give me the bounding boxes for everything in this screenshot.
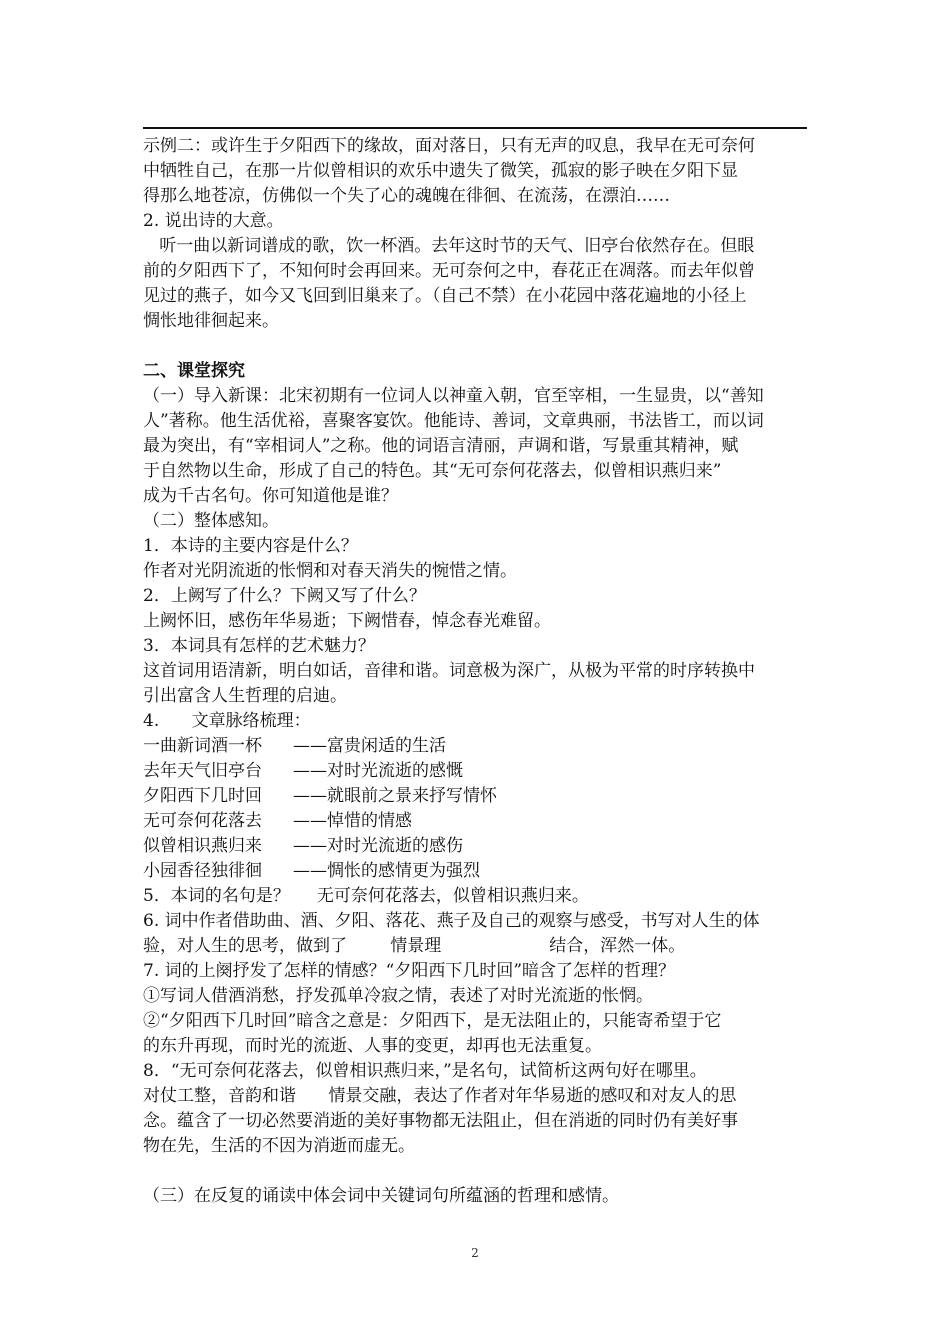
- intro-line: （一）导入新课：北宋初期有一位词人以神童入朝，官至宰相，一生显贵，以“善知: [143, 386, 764, 406]
- qa-line: 2．上阙写了什么？下阙又写了什么？: [143, 586, 426, 606]
- qa-line: 引出富含人生哲理的启迪。: [143, 686, 347, 706]
- q2-answer-line: 前的夕阳西下了，不知何时会再回来。无可奈何之中，春花正在凋落。而去年似曾: [143, 261, 755, 281]
- spacer: [143, 334, 807, 359]
- structure-line: 无可奈何花落去: [143, 811, 262, 831]
- intro-line: 于自然物以生命，形成了自己的特色。其“无可奈何花落去，似曾相识燕归来”: [143, 461, 722, 481]
- qa-line: 3．本词具有怎样的艺术魅力？: [143, 636, 375, 656]
- example2-line: 得那么地苍凉，仿佛似一个失了心的魂魄在徘徊、在流荡，在漂泊……: [143, 186, 670, 206]
- intro-line: 最为突出，有“宰相词人”之称。他的词语言清丽，声调和谐，写景重其精神，赋: [143, 436, 739, 456]
- question-2-title: 2. 说出诗的大意。: [143, 211, 284, 231]
- structure-row: [143, 859, 807, 884]
- example2-line: 中牺牲自己，在那一片似曾相识的欢乐中遗失了微笑，孤寂的影子映在夕阳下显: [143, 161, 738, 181]
- more-line: 5．本词的名句是？ 无可奈何花落去，似曾相识燕归来。: [143, 886, 589, 906]
- structure-row: [143, 809, 807, 834]
- example2-line: 示例二：或许生于夕阳西下的缘故，面对落日，只有无声的叹息，我早在无可奈何: [143, 136, 755, 156]
- q2-answer-line: 听一曲以新词谱成的歌，饮一杯酒。去年这时节的天气、旧亭台依然存在。但眼: [143, 236, 755, 256]
- structure-row: [143, 734, 807, 759]
- structure-row: [143, 759, 807, 784]
- intro-line: 成为千古名句。你可知道他是谁？: [143, 486, 398, 506]
- header-rule: [143, 127, 807, 129]
- qa-line: 1．本诗的主要内容是什么？: [143, 536, 358, 556]
- structure-meaning: ——悼惜的情感: [293, 811, 412, 831]
- structure-line: 一曲新词酒一杯: [143, 736, 262, 756]
- section-heading: 二、课堂探究: [143, 361, 245, 381]
- q2-answer-line: 见过的燕子，如今又飞回到旧巢来了。（自己不禁）在小花园中落花遍地的小径上: [143, 286, 747, 306]
- structure-meaning: ——惆怅的感情更为强烈: [293, 861, 480, 881]
- more-line: 8．“无可奈何花落去，似曾相识燕归来，”是名句，试简析这两句好在哪里。: [143, 1061, 707, 1081]
- more-line: 物在先，生活的不因为消逝而虚无。: [143, 1136, 415, 1156]
- structure-row: [143, 784, 807, 809]
- structure-row: [143, 834, 807, 859]
- structure-meaning: ——富贵闲适的生活: [293, 736, 446, 756]
- qa-line: 4. 文章脉络梳理：: [143, 711, 311, 731]
- intro-line: 人”著称。他生活优裕，喜聚客宴饮。他能诗、善词，文章典丽，书法皆工，而以词: [143, 411, 764, 431]
- more-line: 念。蕴含了一切必然要消逝的美好事物都无法阻止，但在消逝的同时仍有美好事: [143, 1111, 738, 1131]
- more-line: 对仗工整，音韵和谐 情景交融，表达了作者对年华易逝的感叹和对友人的思: [143, 1086, 737, 1106]
- more-line: 6. 词中作者借助曲、酒、夕阳、落花、燕子及自己的观察与感受，书写对人生的体: [143, 911, 760, 931]
- overall-title: （二）整体感知。: [143, 511, 279, 531]
- qa-line: 这首词用语清新，明白如话，音律和谐。词意极为深广，从极为平常的时序转换中: [143, 661, 755, 681]
- structure-meaning: ——对时光流逝的感伤: [293, 836, 463, 856]
- structure-line: 似曾相识燕归来: [143, 836, 262, 856]
- qa-line: 上阙怀旧，感伤年华易逝；下阙惜春，悼念春光难留。: [143, 611, 551, 631]
- structure-line: 小园香径独徘徊: [143, 861, 262, 881]
- qa-line: 作者对光阴流逝的怅惘和对春天消失的惋惜之情。: [143, 561, 517, 581]
- q2-answer-line: 惆怅地徘徊起来。: [143, 311, 279, 331]
- more-line: ②“夕阳西下几时回”暗含之意是：夕阳西下，是无法阻止的，只能寄希望于它: [143, 1011, 722, 1031]
- part3-line: （三）在反复的诵读中体会词中关键词句所蕴涵的哲理和感情。: [143, 1186, 619, 1206]
- more-line: 7. 词的上阕抒发了怎样的情感？“夕阳西下几时回”暗含了怎样的哲理？: [143, 961, 676, 981]
- page-number: 2: [471, 1246, 479, 1260]
- structure-meaning: ——对时光流逝的感慨: [293, 761, 463, 781]
- more-line: 的东升再现，而时光的流逝、人事的变更，却再也无法重复。: [143, 1036, 602, 1056]
- structure-meaning: ——就眼前之景来抒写情怀: [293, 786, 497, 806]
- structure-line: 夕阳西下几时回: [143, 786, 262, 806]
- more-line: 验，对人生的思考，做到了 情景理 结合，浑然一体。: [143, 936, 686, 956]
- page-content: [143, 134, 807, 1209]
- structure-line: 去年天气旧亭台: [143, 761, 262, 781]
- spacer: [143, 1159, 807, 1184]
- more-line: ①写词人借酒消愁，抒发孤单冷寂之情，表述了对时光流逝的怅惘。: [143, 986, 653, 1006]
